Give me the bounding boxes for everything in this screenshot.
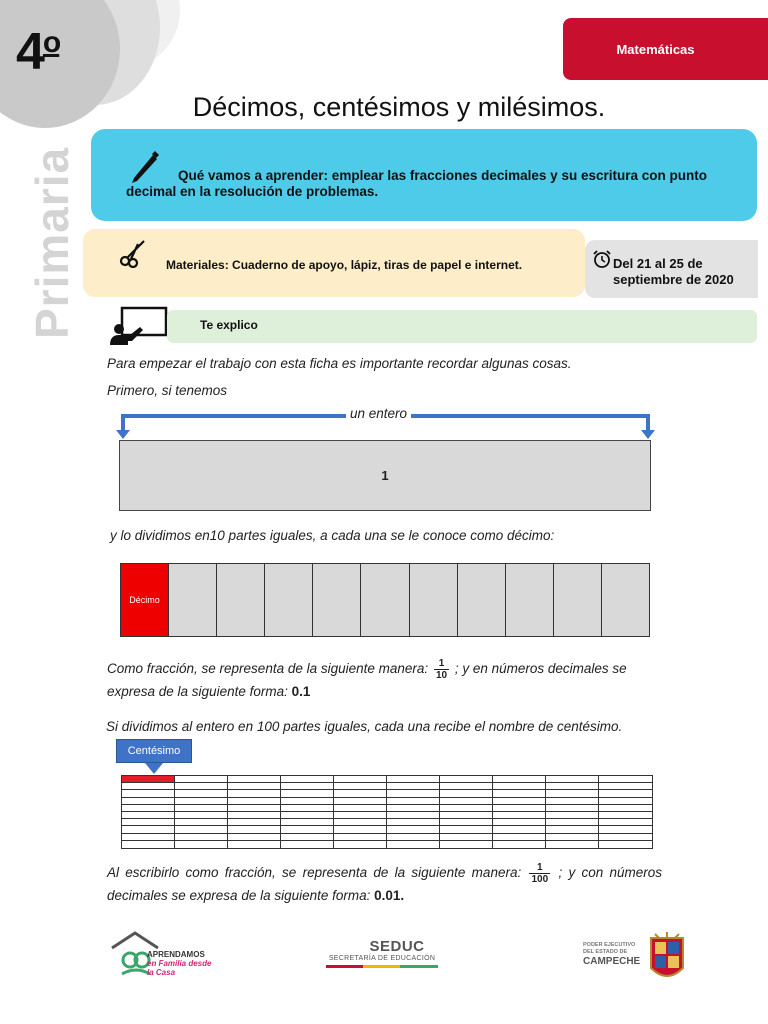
hundredth-cell (122, 826, 175, 833)
date-range (613, 256, 763, 288)
hundredth-cell (546, 790, 599, 797)
first-paragraph: Primero, si tenemos (107, 383, 228, 398)
tenth-fraction-text-b: ; y en números decimales se expresa de la siguiente forma: (107, 661, 627, 699)
hundredth-fraction-text-b: ; y con números decimales se expresa de la siguiente forma: (107, 865, 662, 903)
tenth-cell (458, 564, 506, 636)
grade-number: 4$^o$ (16, 23, 60, 81)
hundredth-cell (175, 790, 228, 797)
hundredth-cell (175, 812, 228, 819)
hundredth-cell (175, 798, 228, 805)
aprendamos-logo (110, 930, 230, 978)
tenth-cell-highlight: Décimo (121, 564, 169, 636)
hundredth-cell (599, 776, 652, 783)
hundredth-cell (493, 790, 546, 797)
hundredths-paragraph: Si dividimos al entero en 100 partes iguales, cada una recibe el nombre de centésimo. (106, 719, 623, 734)
hundredth-cell (387, 798, 440, 805)
hundredth-cell (281, 826, 334, 833)
whole-unit-box: 1 (119, 440, 651, 511)
hundredth-cell (122, 783, 175, 790)
hundredth-cell (493, 841, 546, 848)
hundredth-cell (334, 826, 387, 833)
hundredth-cell (440, 805, 493, 812)
hundredth-cell (281, 790, 334, 797)
hundredth-cell (334, 783, 387, 790)
hundredth-cell (334, 790, 387, 797)
hundredth-cell (334, 805, 387, 812)
hundredth-cell (440, 834, 493, 841)
tenth-cell (410, 564, 458, 636)
hundredth-cell (546, 783, 599, 790)
hundredth-fraction-text-a: Al escribirlo como fracción, se representa de la siguiente manera: (107, 865, 522, 881)
hundredth-cell (546, 826, 599, 833)
tenths-strip (120, 563, 650, 637)
centesimo-arrow (145, 763, 163, 774)
seduc-color-bar (326, 965, 438, 968)
hundredth-cell (599, 812, 652, 819)
hundredth-cell (546, 776, 599, 783)
alarm-clock-icon (592, 249, 612, 269)
hundredth-cell (599, 798, 652, 805)
hundredth-cell (228, 826, 281, 833)
hundredth-cell (546, 841, 599, 848)
hundredth-cell (440, 783, 493, 790)
campeche-line1: PODER EJECUTIVO (583, 942, 636, 948)
hundredth-cell (493, 826, 546, 833)
hundredth-cell (493, 819, 546, 826)
tenth-cell (265, 564, 313, 636)
hundredth-cell (440, 812, 493, 819)
hundredth-cell (281, 776, 334, 783)
hundredth-cell (599, 834, 652, 841)
campeche-shield-icon (647, 932, 687, 987)
hundredth-cell (440, 819, 493, 826)
hundredth-cell (334, 812, 387, 819)
hundredth-cell (228, 790, 281, 797)
hundredth-cell (228, 819, 281, 826)
hundredth-cell (228, 812, 281, 819)
hundredth-cell (175, 819, 228, 826)
seduc-title: SEDUC (369, 938, 425, 955)
hundredth-cell (387, 819, 440, 826)
hundredth-cell (122, 819, 175, 826)
hundredth-cell (281, 783, 334, 790)
hundredth-cell (546, 798, 599, 805)
hundredth-cell (387, 790, 440, 797)
materials-text: Materiales: Cuaderno de apoyo, lápiz, tiras de papel e internet. (166, 258, 523, 272)
hundredth-cell (387, 826, 440, 833)
logo1-line2: en Familia desde (147, 959, 212, 968)
subject-tab: Matemáticas (563, 18, 768, 80)
hundredth-cell (546, 812, 599, 819)
hundredth-cell (122, 798, 175, 805)
tenth-cell (506, 564, 554, 636)
hundredth-cell (175, 826, 228, 833)
tenths-paragraph: y lo dividimos en10 partes iguales, a cada una se le conoce como décimo: (110, 528, 555, 543)
hundredth-cell (599, 826, 652, 833)
tenth-fraction-text-a: Como fracción, se representa de la siguiente manera: (107, 661, 429, 677)
campeche-logo (583, 932, 693, 987)
hundredth-cell (334, 798, 387, 805)
hundredth-cell (387, 812, 440, 819)
tenth-fraction-paragraph (107, 658, 662, 703)
whole-label: un entero (346, 406, 411, 421)
hundredth-cell (175, 805, 228, 812)
centesimo-label: Centésimo (116, 739, 192, 763)
hundredth-cell (281, 819, 334, 826)
seduc-subtitle: SECRETARÍA DE EDUCACIÓN (328, 955, 436, 962)
hundredth-cell (122, 805, 175, 812)
hundredths-grid (121, 775, 653, 849)
hundredth-cell (546, 834, 599, 841)
hundredth-cell (440, 826, 493, 833)
hundredth-cell (228, 783, 281, 790)
page-title: Décimos, centésimos y milésimos. (192, 92, 606, 122)
learning-objective-text: Qué vamos a aprender: emplear las fracciones decimales y su escritura con punto decimal en la resolución de problemas. (126, 168, 707, 199)
hundredth-cell (334, 776, 387, 783)
intro-paragraph: Para empezar el trabajo con esta ficha es importante recordar algunas cosas. (107, 356, 572, 371)
hundredth-cell (440, 798, 493, 805)
hundredth-cell (122, 812, 175, 819)
hundredth-cell (546, 805, 599, 812)
hundredth-cell (175, 783, 228, 790)
hundredth-cell (387, 805, 440, 812)
hundredth-cell (599, 805, 652, 812)
hundredth-cell (175, 776, 228, 783)
date-line-2: septiembre de 2020 (613, 272, 734, 287)
hundredth-cell (387, 783, 440, 790)
hundredth-cell (440, 790, 493, 797)
hundredth-cell (228, 805, 281, 812)
hundredth-cell (122, 841, 175, 848)
hundredth-cell (387, 834, 440, 841)
hundredth-cell (599, 790, 652, 797)
hundredth-cell (440, 841, 493, 848)
hundredth-cell (387, 841, 440, 848)
seduc-logo (322, 938, 442, 968)
hundredth-cell (281, 798, 334, 805)
hundredth-cell (334, 819, 387, 826)
explain-section-label: Te explico (200, 318, 258, 332)
hundredth-cell (228, 841, 281, 848)
hundredth-cell (493, 805, 546, 812)
fraction-one-hundredth: $\frac{1}{100}$ (531, 862, 549, 885)
hundredth-cell (599, 819, 652, 826)
tenth-cell (217, 564, 265, 636)
hundredth-cell (281, 812, 334, 819)
hundredth-cell (493, 834, 546, 841)
tenth-cell (361, 564, 409, 636)
logo1-line1: APRENDAMOS (147, 950, 205, 959)
hundredth-cell (228, 834, 281, 841)
hundredth-cell (387, 776, 440, 783)
hundredth-cell (493, 812, 546, 819)
hundredth-cell-highlight (122, 776, 175, 783)
logo1-line3: la Casa (147, 968, 176, 977)
tenth-cell (169, 564, 217, 636)
hundredth-cell (281, 841, 334, 848)
hundredth-cell (334, 841, 387, 848)
hundredth-cell (599, 841, 652, 848)
hundredth-cell (493, 776, 546, 783)
campeche-line2: DEL ESTADO DE (583, 949, 628, 955)
hundredth-cell (546, 819, 599, 826)
tenth-cell (602, 564, 649, 636)
hundredth-cell (175, 834, 228, 841)
date-line-1: Del 21 al 25 de (613, 256, 703, 271)
campeche-line3: CAMPECHE (583, 956, 641, 967)
teacher-board-icon (110, 305, 168, 347)
decimal-one-hundredth: 0.01. (374, 888, 405, 903)
hundredth-cell (122, 834, 175, 841)
hundredth-cell (281, 805, 334, 812)
hundredth-cell (493, 783, 546, 790)
hundredth-fraction-paragraph (107, 862, 662, 907)
hundredth-cell (175, 841, 228, 848)
hundredth-cell (228, 776, 281, 783)
hundredth-cell (334, 834, 387, 841)
hundredth-cell (281, 834, 334, 841)
tenth-cell (554, 564, 602, 636)
hundredth-cell (599, 783, 652, 790)
hundredth-cell (493, 798, 546, 805)
tenth-cell (313, 564, 361, 636)
level-label: Primaria (26, 146, 78, 339)
hundredth-cell (228, 798, 281, 805)
decimal-one-tenth: 0.1 (291, 684, 311, 699)
hundredth-cell (122, 790, 175, 797)
hundredth-cell (440, 776, 493, 783)
fraction-one-tenth: $\frac{1}{10}$ (435, 658, 448, 681)
